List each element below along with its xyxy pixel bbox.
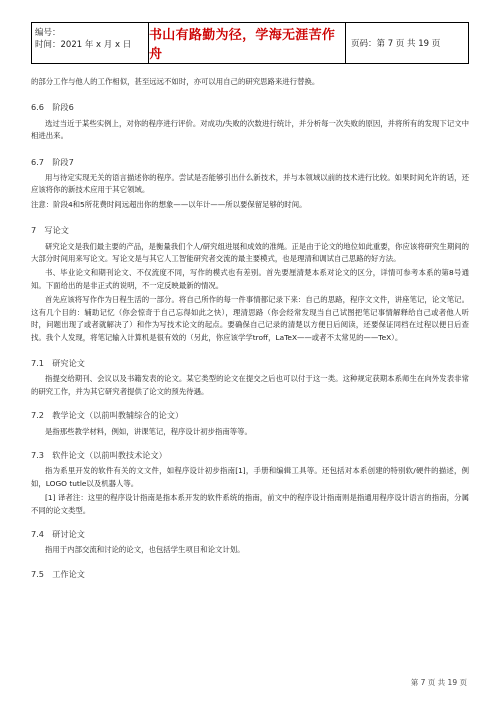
- section-6-6-text: 选过当近于某些实例上，对你的程序进行评价。对成功/失败的次数进行统计，并分析每一次失败的原因，并将所有的发现下记文中相进出来。: [31, 118, 469, 141]
- section-7-5-heading: 7.5 工作论文: [31, 568, 85, 579]
- section-7-3-heading: 7.3 软件论文（以前叫教技术论文）: [31, 449, 167, 460]
- section-7-paragraph-1: 研究论文是我们最主要的产品，是衡量我们个人/研究组进展和成效的准绳。正是由于论文的地位如此重要，你应该将研究生期间的大部分时间用来写论文。写论文是与其它人工智能研究者交流的最主要模式，也是理清和调试自己思路的好方法。: [31, 241, 469, 264]
- document-body: [31, 76, 469, 584]
- section-6-6-heading: 6.6 阶段6: [31, 102, 74, 113]
- header-motto: 书山有路勤为径，学海无涯苦作舟: [149, 23, 346, 63]
- section-7-1-heading: 7.1 研究论文: [31, 357, 85, 368]
- number-label: 编号：: [35, 28, 61, 38]
- section-7-heading: 7 写论文: [31, 225, 69, 236]
- page-header: [31, 22, 469, 64]
- section-6-7-heading: 6.7 阶段7: [31, 156, 74, 167]
- section-6-7-text: 用与待定实现无关的语言描述你的程序。尝试是否能够引出什么新技术，并与本领域以前的技术进行比较。如果时间允许的话，还应该将你的新技术应用于其它领域。: [31, 173, 469, 195]
- section-7-4-heading: 7.4 研讨论文: [31, 528, 85, 539]
- page-footer: 第 7 页 共 19 页: [410, 678, 467, 687]
- section-7-paragraph-2: 书、毕业论文和期刊论文、不仅流度不同，写作的模式也有差别。首先要厘清楚本系对论文的区分，详情可参考本系的第8号通知。下面给出的是非正式的说明，不一定反映最新的情况。: [31, 268, 469, 290]
- section-7-3-text: 指为系里开发的软件有关的文文件，如程序设计初步指南[1]，手册和编辑工具等。还包括对本系创建的特别软/硬件的描述，例如，LOGO tutle以及机器人等。: [31, 466, 469, 488]
- header-page-info: 页码：第 7 页 共 19 页: [351, 39, 441, 49]
- section-7-3-footnote: [1] 译者注：这里的程序设计指南是指本系开发的软件系统的指南，前文中的程序设计指南则是指通用程序设计语言的指南，分属不同的论文类型。: [31, 493, 469, 515]
- time-label: 时间：2021 年 x 月 x 日: [35, 40, 132, 50]
- header-meta: [32, 23, 149, 63]
- section-7-2-text: 是指那些教学材料，例如，讲课笔记，程序设计初步指南等等。: [45, 426, 252, 436]
- section-6-7-note: 注意：阶段4和5所花费时间远超出你的想象——以年计——所以要保留足够的时间。: [31, 199, 307, 209]
- section-7-paragraph-3: 首先应该将写作作为日程生活的一部分。将自己所作的每一件事情都记录下来：自己的思路，程序文文件，讲座笔记，论文笔记。这有几个目的：辅助记忆（你会惊奇于自己忘得如此之快），理清思路（你会经常发现当自己试图把笔记事情解释给自己或者他人听时，问题出现了或者就解决了）和作为写技术论文的起点。要确保自己记录的清楚以方便日后阅读，还要保证同档在过程以便日后查找。我个人发现，将笔记输入计算机是很有效的（另此，你应该学学troff，LaTeX——或者不太常见的——TeX）。: [31, 295, 469, 342]
- section-7-4-text: 指用于内部交流和讨论的论文，也包括学生项目和论文计划。: [45, 545, 245, 555]
- section-7-1-text: 指提交给期刊、会议以及书籍发表的论文。某它类型的论文在提交之后也可以付于这一类。这种规定获期本系师生在向外发表非常的研究工作，并为其它研究者提供了论文的预先待遇。: [31, 374, 469, 396]
- paragraph-continuation: 的部分工作与他人的工作相似，甚至远远不如时，亦可以用自己的研究思路来进行替换。: [31, 77, 320, 86]
- section-7-2-heading: 7.2 教学论文（以前叫教辅综合的论文）: [31, 410, 184, 421]
